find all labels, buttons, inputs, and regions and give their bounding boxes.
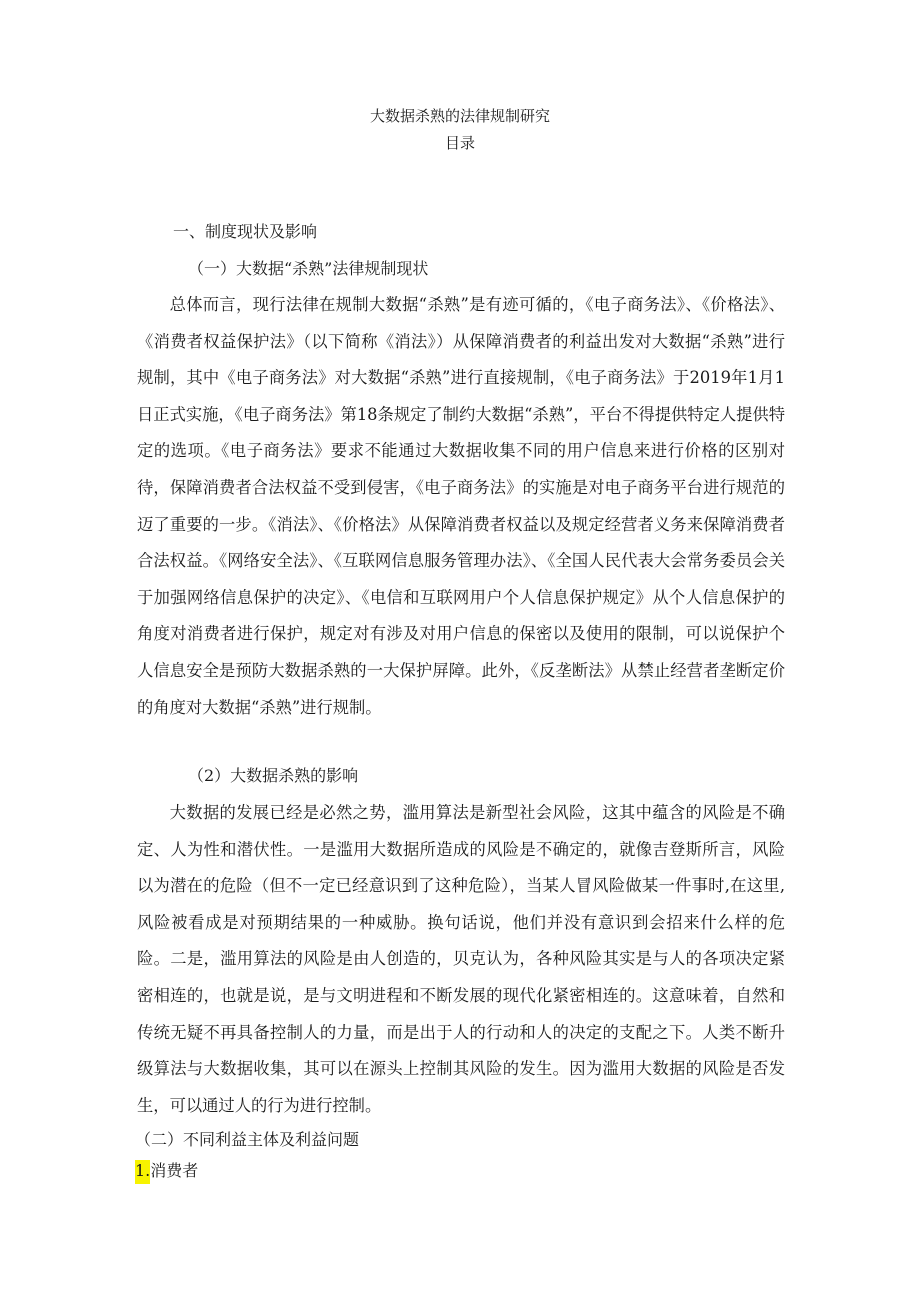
list-item-label: 消费者 [150,1161,199,1180]
document-title: 大数据杀熟的法律规制研究 [369,107,550,125]
subsection-heading-1: （一）大数据“杀熟”法律规制现状 [188,259,429,278]
list-item-consumer [135,1158,198,1184]
toc-label: 目录 [444,134,475,152]
subsection-heading-2: （2）大数据杀熟的影响 [188,766,359,785]
section-heading-1: 一、制度现状及影响 [173,222,318,241]
paragraph-legal-status: 总体而言，现行法律在规制大数据“杀熟”是有迹可循的，《电子商务法》、《价格法》、《消费者权益保护法》（以下简称《消法》）从保障消费者的利益出发对大数据“杀熟”进行规制，其中《电子商务法》对大数据“杀熟”进行直接规制，《电子商务法》于2019年1月1日正式实施，《电子商务法》第18条规定了制约大数据“杀熟”，平台不得提供特定人提供特定的选项。《电子商务法》要求不能通过大数据收集不同的用户信息来进行价格的区别对待，保障消费者合法权益不受到侵害，《电子商务法》的实施是对电子商务平台进行规范的迈了重要的一步。《消法》、《价格法》从保障消费者权益以及规定经营者义务来保障消费者合法权益。《网络安全法》、《互联网信息服务管理办法》、《全国人民代表大会常务委员会关于加强网络信息保护的决定》、《电信和互联网用户个人信息保护规定》从个人信息保护的角度对消费者进行保护，规定对有涉及对用户信息的保密以及使用的限制，可以说保护个人信息安全是预防大数据杀熟的一大保护屏障。此外，《反垄断法》从禁止经营者垄断定价的角度对大数据“杀熟”进行规制。 [137,295,785,717]
highlighted-item-number: 1. [135,1160,150,1184]
section-heading-2: （二）不同利益主体及利益问题 [135,1130,360,1149]
paragraph-impact: 大数据的发展已经是必然之势，滥用算法是新型社会风险，这其中蕴含的风险是不确定、人为性和潜伏性。一是滥用大数据所造成的风险是不确定的，就像吉登斯所言，风险以为潜在的危险（但不一定已经意识到了这种危险），当某人冒风险做某一件事时,在这里,风险被看成是对预期结果的一种威胁。换句话说，他们并没有意识到会招来什么样的危险。二是，滥用算法的风险是由人创造的，贝克认为，各种风险其实是与人的各项决定紧密相连的，也就是说，是与文明进程和不断发展的现代化紧密相连的。这意味着，自然和传统无疑不再具备控制人的力量，而是出于人的行动和人的决定的支配之下。人类不断升级算法与大数据收集，其可以在源头上控制其风险的发生。因为滥用大数据的风险是否发生，可以通过人的行为进行控制。 [137,803,785,1115]
